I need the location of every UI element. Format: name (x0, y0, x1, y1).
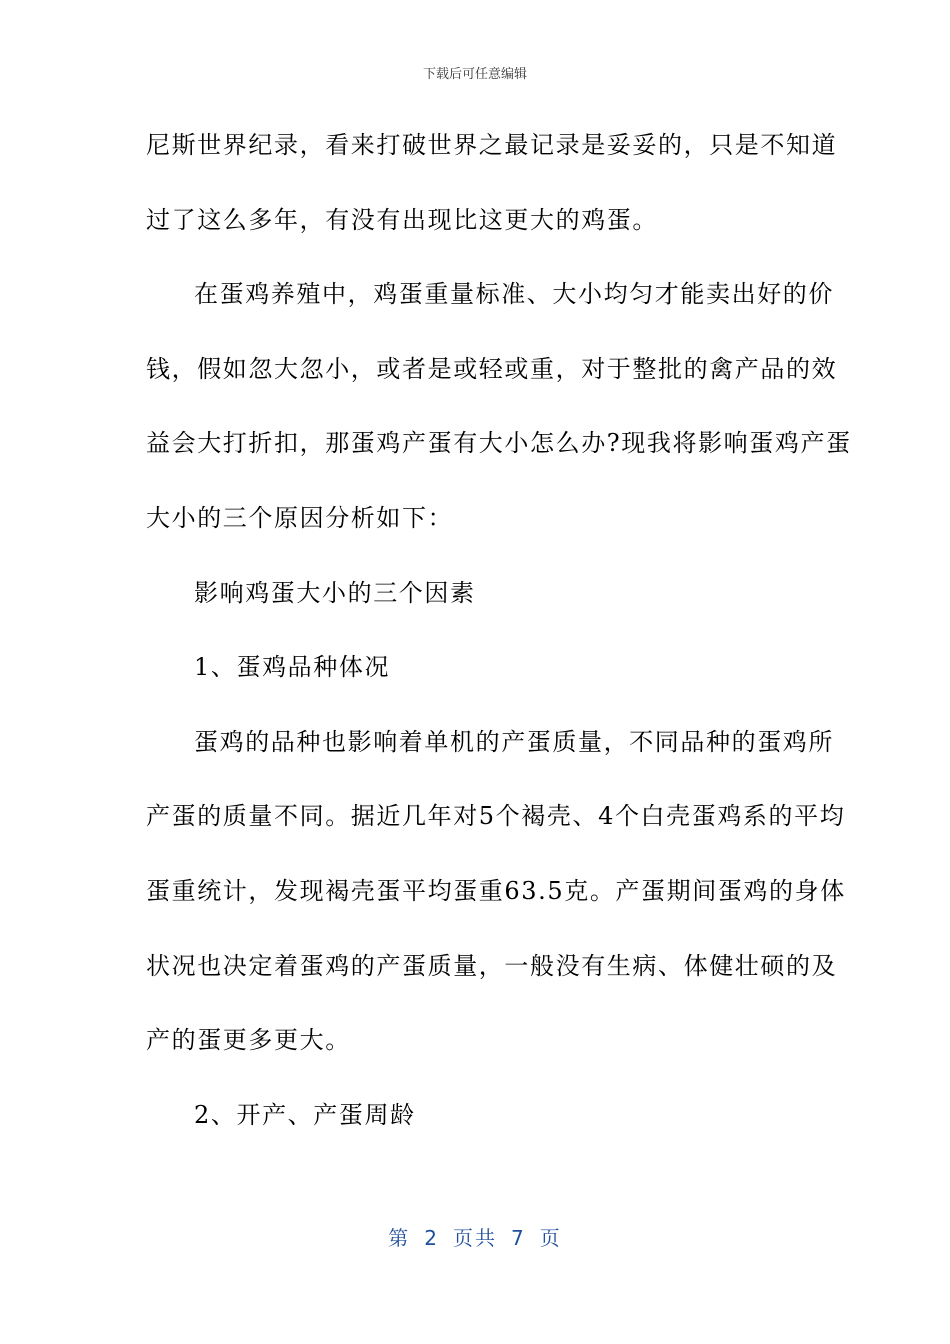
body-line: 产的蛋更多更大。 (146, 1026, 351, 1055)
body-line: 蛋重统计，发现褐壳蛋平均蛋重63.5克。产蛋期间蛋鸡的身体 (146, 876, 846, 905)
subsection-heading: 1、蛋鸡品种体况 (194, 653, 391, 682)
paragraph-start: 蛋鸡的品种也影响着单机的产蛋质量，不同品种的蛋鸡所 (194, 727, 834, 756)
section-heading: 影响鸡蛋大小的三个因素 (194, 578, 476, 607)
body-line: 益会大打折扣，那蛋鸡产蛋有大小怎么办?现我将影响蛋鸡产蛋 (146, 429, 852, 458)
footer-suffix: 页 (539, 1226, 562, 1250)
body-line: 产蛋的质量不同。据近几年对5个褐壳、4个白壳蛋鸡系的平均 (146, 802, 846, 831)
paragraph-start: 在蛋鸡养殖中，鸡蛋重量标准、大小均匀才能卖出好的价 (194, 280, 834, 309)
footer-page-number: 2 (424, 1226, 439, 1250)
document-body (146, 120, 852, 1164)
body-line: 过了这么多年，有没有出现比这更大的鸡蛋。 (146, 205, 658, 234)
footer-total-pages: 7 (511, 1226, 526, 1250)
body-line: 尼斯世界纪录，看来打破世界之最记录是妥妥的，只是不知道 (146, 131, 838, 159)
body-line: 状况也决定着蛋鸡的产蛋质量，一般没有生病、体健壮硕的及 (146, 951, 838, 980)
page-header: 下载后可任意编辑 (422, 67, 527, 82)
body-line: 钱，假如忽大忽小，或者是或轻或重，对于整批的禽产品的效 (146, 354, 838, 383)
page-footer (0, 1224, 950, 1252)
body-line: 大小的三个原因分析如下： (146, 503, 454, 532)
footer-middle: 页共 (453, 1226, 497, 1250)
footer-prefix: 第 (388, 1226, 411, 1250)
subsection-heading: 2、开产、产蛋周龄 (194, 1100, 416, 1129)
